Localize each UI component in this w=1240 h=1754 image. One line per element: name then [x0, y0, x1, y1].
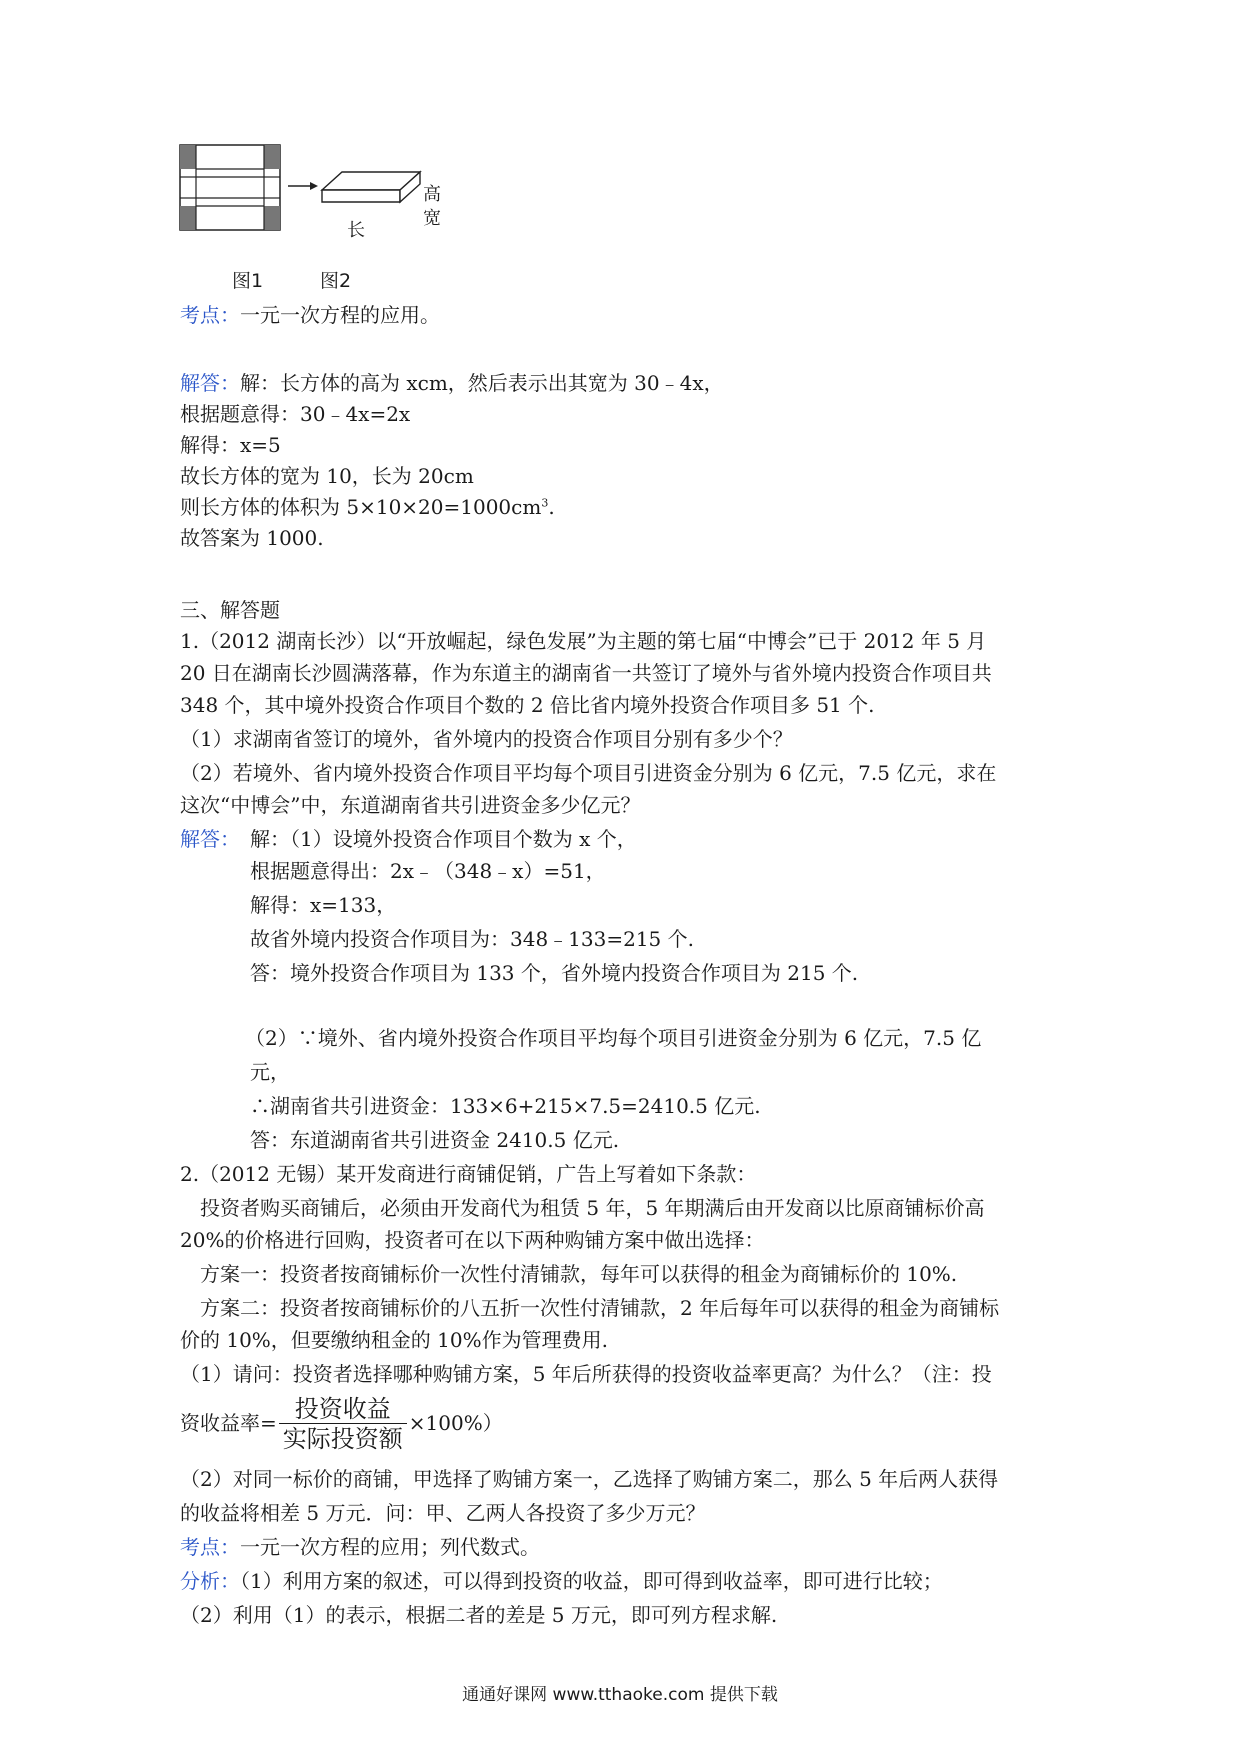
q2-formula-line: 资收益率= $\frac{\text{投资收益}}{\text{实际投资额}}$ ×100%）	[180, 1395, 503, 1453]
figure-label-length: 长	[347, 220, 365, 241]
q1-answer-line: （2）∵境外、省内境外投资合作项目平均每个项目引进资金分别为 6 亿元，7.5 亿	[245, 1026, 982, 1050]
q1-answer-line: 元，	[250, 1060, 290, 1084]
q2-line: 2.（2012 无锡）某开发商进行商铺促销，广告上写着如下条款：	[180, 1162, 757, 1186]
answer-line: 故长方体的宽为 10，长为 20cm	[180, 464, 474, 488]
q1-answer-line: 故省外境内投资合作项目为：348﹣133=215 个.	[250, 927, 694, 951]
q1-line: （1）求湖南省签订的境外，省外境内的投资合作项目分别有多少个？	[180, 727, 793, 751]
answer-line: 解得：x=5	[180, 433, 281, 457]
section-title: 三、解答题	[180, 598, 280, 622]
q1-line: （2）若境外、省内境外投资合作项目平均每个项目引进资金分别为 6 亿元，7.5 亿元，求在	[180, 761, 997, 785]
q2-line: 的收益将相差 5 万元．问：甲、乙两人各投资了多少万元？	[180, 1501, 706, 1525]
figure-caption-2: 图2	[320, 270, 352, 292]
page-footer: 通通好课网 www.tthaoke.com 提供下载	[462, 1685, 778, 1705]
formula-numerator: 投资收益	[279, 1395, 407, 1424]
q2-line: 方案二：投资者按商铺标价的八五折一次性付清铺款，2 年后每年可以获得的租金为商铺标	[200, 1296, 1000, 1320]
figure-caption-1: 图1	[232, 270, 264, 292]
q1-answer-line: 答：东道湖南省共引进资金 2410.5 亿元.	[250, 1128, 620, 1152]
q2-line: （1）请问：投资者选择哪种购铺方案，5 年后所获得的投资收益率更高？为什么？（注：投	[180, 1362, 992, 1386]
q1-answer-line: 解得：x=133，	[250, 893, 397, 917]
q2-line: （2）对同一标价的商铺，甲选择了购铺方案一，乙选择了购铺方案二，那么 5 年后两人获得	[180, 1467, 999, 1491]
q2-line: 方案一：投资者按商铺标价一次性付清铺款，每年可以获得的租金为商铺标价的 10%.	[200, 1262, 958, 1286]
q1-line: 这次“中博会”中，东道湖南省共引进资金多少亿元？	[180, 793, 641, 817]
q1-jieda-label: 解答：	[180, 827, 240, 851]
q2-fenxi-line-2: （2）利用（1）的表示，根据二者的差是 5 万元，即可列方程求解.	[180, 1603, 778, 1627]
q1-answer-line: 答：境外投资合作项目为 133 个，省外境内投资合作项目为 215 个.	[250, 961, 859, 985]
q1-line: 20 日在湖南长沙圆满落幕，作为东道主的湖南省一共签订了境外与省外境内投资合作项目共	[180, 661, 992, 685]
formula-denominator: 实际投资额	[282, 1425, 403, 1453]
q1-answer-line: ∴湖南省共引进资金：133×6+215×7.5=2410.5 亿元.	[250, 1094, 761, 1118]
volume-line: 则长方体的体积为 $5\times 10\times 20=1000cm^3$.	[180, 495, 555, 519]
q2-fenxi-line: 分析：（1）利用方案的叙述，可以得到投资的收益，即可得到收益率，即可进行比较；	[180, 1569, 943, 1593]
jieda-line-1: 解答：解：长方体的高为 xcm，然后表示出其宽为 30﹣4x，	[180, 371, 724, 395]
q1-answer-line: 解：（1）设境外投资合作项目个数为 x 个，	[250, 827, 637, 851]
q2-line: 20%的价格进行回购，投资者可在以下两种购铺方案中做出选择：	[180, 1228, 765, 1252]
q1-line: 1.（2012 湖南长沙）以“开放崛起，绿色发展”为主题的第七届“中博会”已于 2012 年 5 月	[180, 629, 987, 653]
answer-final: 故答案为 1000.	[180, 526, 324, 550]
figure-label-height: 高	[423, 184, 441, 205]
q2-kaodian-line: 考点：一元一次方程的应用；列代数式。	[180, 1535, 540, 1559]
formula-fraction	[279, 1395, 407, 1454]
q1-answer-line: 根据题意得出：2x﹣（348﹣x）=51，	[250, 859, 606, 883]
kaodian-line-1: 考点：一元一次方程的应用。	[180, 303, 440, 327]
q1-line: 348 个，其中境外投资合作项目个数的 2 倍比省内境外投资合作项目多 51 个.	[180, 693, 875, 717]
q2-line: 投资者购买商铺后，必须由开发商代为租赁 5 年，5 年期满后由开发商以比原商铺标价高	[200, 1196, 985, 1220]
q2-line: 价的 10%，但要缴纳租金的 10%作为管理费用.	[180, 1328, 608, 1352]
answer-line: 根据题意得：30﹣4x=2x	[180, 402, 411, 426]
figure-label-width: 宽	[423, 208, 441, 229]
